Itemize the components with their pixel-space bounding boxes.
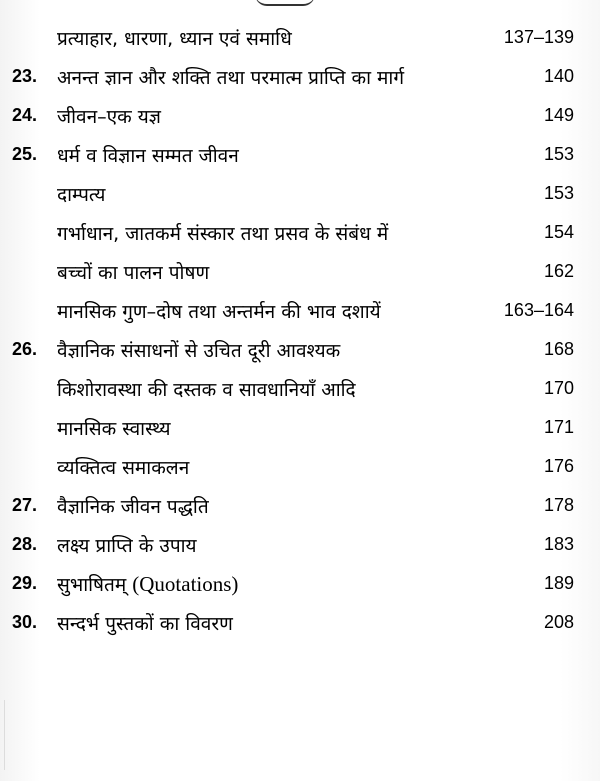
toc-number: 28. <box>12 534 38 554</box>
toc-number: 29. <box>12 573 38 593</box>
toc-row <box>0 57 600 96</box>
toc-row <box>0 447 600 486</box>
toc-page: 178 <box>543 495 574 515</box>
toc-row <box>0 603 600 642</box>
toc-number: 24. <box>12 105 38 125</box>
toc-page: 154 <box>543 222 574 242</box>
toc-page: 162 <box>543 261 574 281</box>
toc-row <box>0 369 600 408</box>
toc-title: जीवन–एक यज्ञ <box>57 105 161 128</box>
toc-title: बच्चों का पालन पोषण <box>57 261 210 284</box>
toc-number: 26. <box>12 339 38 359</box>
toc-row <box>0 174 600 213</box>
toc-number: 27. <box>12 495 38 515</box>
toc-title: व्यक्तित्व समाकलन <box>57 456 190 479</box>
toc-row <box>0 18 600 57</box>
toc-title: मानसिक स्वास्थ्य <box>57 417 171 440</box>
toc-page: 163–164 <box>503 300 574 320</box>
cropped-page-marker <box>255 0 315 6</box>
toc-row <box>0 252 600 291</box>
toc-row <box>0 291 600 330</box>
toc-page: 149 <box>543 105 574 125</box>
toc-page: 176 <box>543 456 574 476</box>
toc-page: 183 <box>543 534 574 554</box>
toc-page: 171 <box>543 417 574 437</box>
toc-title <box>57 571 238 597</box>
toc-page: 140 <box>543 66 574 86</box>
toc-page: 189 <box>543 573 574 593</box>
toc-title: वैज्ञानिक जीवन पद्धति <box>57 495 209 518</box>
toc-page: 208 <box>543 612 574 632</box>
toc-page: 170 <box>543 378 574 398</box>
toc-title: वैज्ञानिक संसाधनों से उचित दूरी आवश्यक <box>57 339 341 362</box>
toc-row <box>0 213 600 252</box>
toc-row <box>0 408 600 447</box>
toc-row <box>0 486 600 525</box>
toc-number: 25. <box>12 144 38 164</box>
toc-row <box>0 96 600 135</box>
toc-number: 30. <box>12 612 38 632</box>
toc-row <box>0 564 600 603</box>
toc-title: धर्म व विज्ञान सम्मत जीवन <box>57 144 239 167</box>
toc-row <box>0 135 600 174</box>
toc-title: दाम्पत्य <box>57 183 106 206</box>
toc-page: 168 <box>543 339 574 359</box>
toc-page: 153 <box>543 144 574 164</box>
toc-page: 137–139 <box>503 27 574 47</box>
toc-title: प्रत्याहार, धारणा, ध्यान एवं समाधि <box>57 27 292 50</box>
toc-title-hindi: सुभाषितम् <box>57 573 127 596</box>
toc-row <box>0 525 600 564</box>
toc-title-latin: (Quotations) <box>132 571 239 596</box>
table-of-contents <box>0 18 600 642</box>
toc-title: मानसिक गुण–दोष तथा अन्तर्मन की भाव दशायें <box>57 300 381 323</box>
toc-number: 23. <box>12 66 38 86</box>
toc-row <box>0 330 600 369</box>
toc-title: अनन्त ज्ञान और शक्ति तथा परमात्म प्राप्ति का मार्ग <box>57 66 405 89</box>
toc-title: लक्ष्य प्राप्ति के उपाय <box>57 534 197 557</box>
toc-title: गर्भाधान, जातकर्म संस्कार तथा प्रसव के संबंध में <box>57 222 389 245</box>
page-edge-shadow <box>4 700 5 770</box>
toc-title: किशोरावस्था की दस्तक व सावधानियाँ आदि <box>57 378 356 401</box>
toc-page: 153 <box>543 183 574 203</box>
toc-title: सन्दर्भ पुस्तकों का विवरण <box>57 612 233 635</box>
